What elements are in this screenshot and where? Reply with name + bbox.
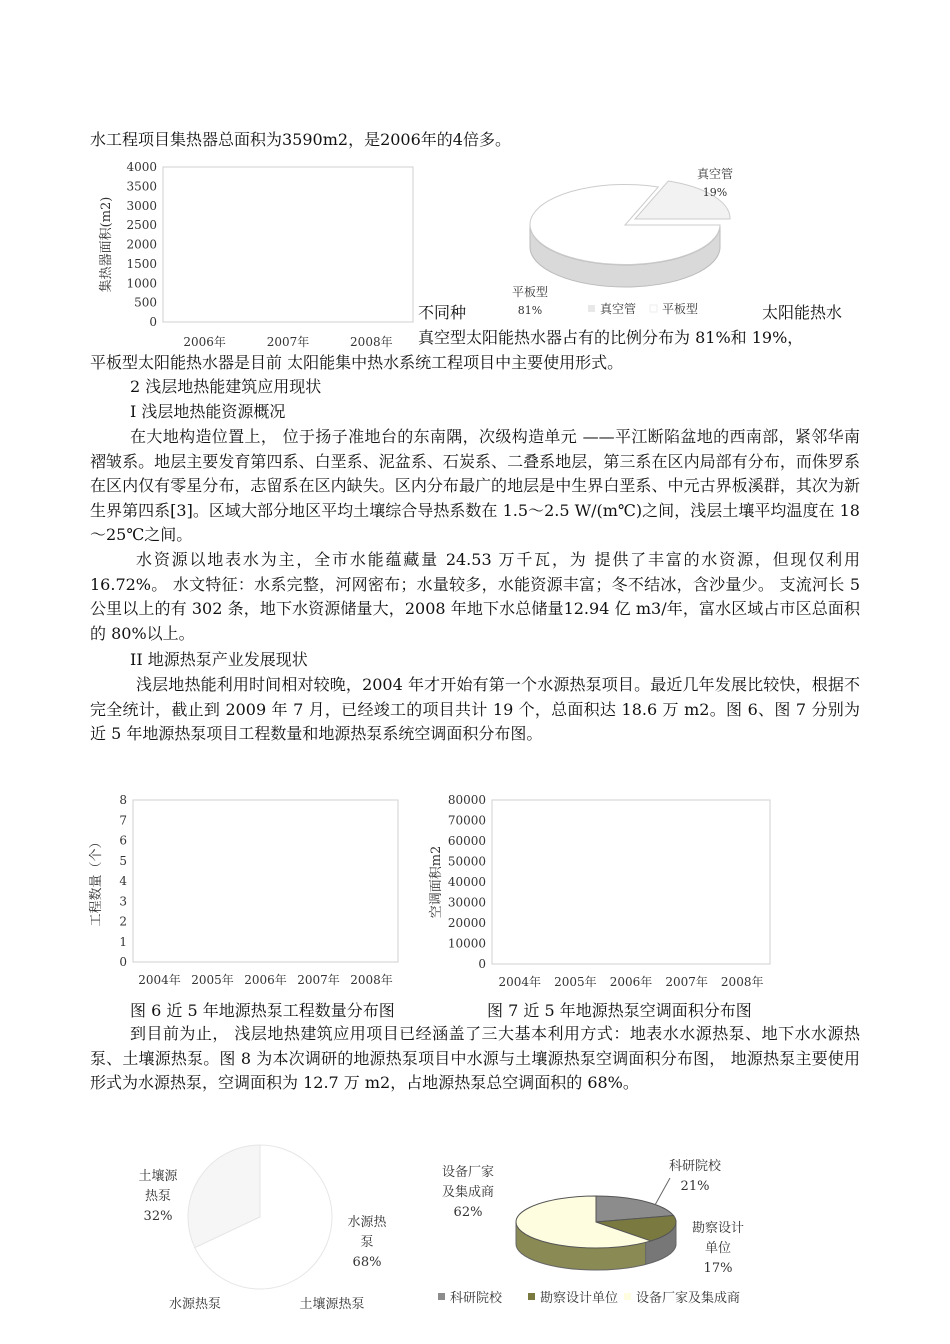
y-tick-label: 3 <box>119 894 127 909</box>
slice-label: 平板型 <box>511 285 549 299</box>
text-fragment-b: 太阳能热水 <box>762 303 843 322</box>
slice-label: 水源热 <box>347 1215 387 1230</box>
legend-swatch <box>438 1293 445 1300</box>
y-tick-label: 70000 <box>447 813 486 828</box>
y-tick-label: 10000 <box>447 936 486 951</box>
slice-label: 真空管 <box>696 167 734 181</box>
text-fragment-d: 平板型太阳能热水器是目前 太阳能集中热水系统工程项目中主要使用形式。 <box>90 353 624 372</box>
slice-label: 热泵 <box>144 1189 172 1204</box>
y-tick-label: 2000 <box>126 237 157 252</box>
y-tick-label: 0 <box>478 957 486 971</box>
legend-label: 土壤源热泵 <box>299 1297 365 1312</box>
y-axis-label: 工程数量（个） <box>89 835 104 927</box>
paragraph-geology: 在大地构造位置上， 位于扬子准地台的东南隅，次级构造单元 ——平江断陷盆地的西南部，紧邻华南褶皱系。地层主要发育第四系、白垩系、泥盆系、石炭系、二叠系地层，第三系在区内局部有分布，而侏罗系在区内仅有零星分布，志留系在区内缺失。区内分布最广的地层是中生界白垩系、中元古界板溪群，其次为新生界第四系[3]。区域大部分地区平均土壤综合导热系数在 1.5～2.5 W/(m℃)之间，浅层土壤平均温度在 18～25℃之间。 <box>90 427 860 544</box>
y-axis-label: 空调面积m2 <box>429 845 444 919</box>
ac-area-chart <box>428 788 778 993</box>
y-tick-label: 0 <box>149 315 157 329</box>
leader-line <box>655 1178 670 1205</box>
y-tick-label: 8 <box>119 793 127 807</box>
x-tick-label: 2007年 <box>266 335 310 349</box>
y-tick-label: 60000 <box>447 834 486 848</box>
x-tick-label: 2005年 <box>554 975 597 989</box>
y-tick-label: 7 <box>119 813 127 828</box>
slice-label: 科研院校 <box>668 1159 722 1174</box>
y-tick-label: 3000 <box>126 198 157 213</box>
x-tick-label: 2008年 <box>350 973 393 987</box>
plot-area <box>492 800 770 964</box>
slice-label: 及集成商 <box>441 1185 495 1200</box>
y-tick-label: 20000 <box>447 916 486 930</box>
paragraph-top: 水工程项目集热器总面积为3590m2，是2006年的4倍多。 <box>90 130 511 149</box>
y-tick-label: 5 <box>119 853 127 868</box>
slice-label: 勘察设计 <box>691 1221 745 1236</box>
y-tick-label: 1000 <box>126 276 157 291</box>
y-tick-label: 0 <box>119 955 127 969</box>
section-heading-II: II 地源热泵产业发展现状 <box>130 650 308 669</box>
y-tick-label: 6 <box>119 833 127 848</box>
legend-swatch <box>588 305 595 312</box>
x-tick-label: 2004年 <box>498 975 542 989</box>
slice-label: 68% <box>352 1255 382 1270</box>
slice-pct: 81% <box>517 304 543 317</box>
plot-area <box>163 167 413 322</box>
x-tick-label: 2005年 <box>191 973 234 987</box>
y-tick-label: 2 <box>119 914 127 929</box>
paragraph-usage: 到目前为止， 浅层地热建筑应用项目已经涵盖了三大基本利用方式：地表水水源热泵、地下水水源热泵、土壤源热泵。图 8 为本次调研的地源热泵项目中水源与土壤源热泵空调面积分布图， 地源热泵主要使用形式为水源热泵，空调面积为 12.7 万 m2，占地源热泵总空调面积的 68%。 <box>90 1024 860 1092</box>
section-heading-I: I 浅层地热能资源概况 <box>130 402 286 421</box>
slice-label: 单位 <box>704 1241 732 1256</box>
heatpump-type-pie-chart <box>110 1140 430 1320</box>
legend-label: 科研院校 <box>450 1291 503 1306</box>
y-tick-label: 80000 <box>447 793 486 807</box>
slice-label: 泵 <box>360 1235 374 1250</box>
y-tick-label: 3500 <box>126 179 157 194</box>
y-tick-label: 4 <box>119 874 127 888</box>
y-axis-label: 集热器面积(m2) <box>99 196 114 293</box>
x-tick-label: 2006年 <box>609 975 653 989</box>
text-fragment-c: 真空型太阳能热水器占有的比例分布为 81%和 19%， <box>418 328 804 347</box>
paragraph-water: 水资源以地表水为主，全市水能蕴藏量 24.53 万千瓦，为 提供了丰富的水资源，但现仅利用 16.72%。 水文特征：水系完整，河网密布；水量较多，水能资源丰富；冬不结冰，含沙量少。 支流河长 5 公里以上的有 302 条，地下水资源储量大，2008 年地下水总储量12.94 亿 m3/年，富水区域占市区总面积的 80%以上。 <box>90 550 860 643</box>
y-tick-label: 50000 <box>447 854 486 869</box>
paragraph-heatpump: 浅层地热能利用时间相对较晚，2004 年才开始有第一个水源热泵项目。最近几年发展比较快，根据不完全统计，截止到 2009 年 7 月，已经竣工的项目共计 19 个，总面积达 18.6 万 m2。图 6、图 7 分别为 近 5 年地源热泵项目工程数量和地源热泵系统空调面积分布图。 <box>90 675 860 743</box>
slice-label: 62% <box>453 1205 483 1220</box>
x-tick-label: 2007年 <box>665 975 708 989</box>
slice-label: 17% <box>703 1261 733 1276</box>
y-tick-label: 2500 <box>126 218 157 233</box>
legend-label: 平板型 <box>662 302 699 316</box>
y-tick-label: 4000 <box>126 160 157 174</box>
slice-label: 32% <box>143 1209 173 1224</box>
figure-6-caption: 图 6 近 5 年地源热泵工程数量分布图 <box>130 1001 395 1020</box>
text-fragment-a: 不同种 <box>418 303 467 322</box>
project-count-chart <box>88 788 408 993</box>
legend-swatch <box>528 1293 535 1300</box>
figure-7-caption: 图 7 近 5 年地源热泵空调面积分布图 <box>487 1001 752 1020</box>
research-org-pie-chart <box>420 1150 800 1320</box>
section-heading-2: 2 浅层地热能建筑应用现状 <box>130 377 322 396</box>
slice-label: 设备厂家 <box>441 1165 495 1180</box>
collector-area-chart <box>90 155 430 355</box>
y-tick-label: 40000 <box>447 875 486 889</box>
plot-area <box>133 800 398 962</box>
x-tick-label: 2008年 <box>350 335 393 349</box>
x-tick-label: 2008年 <box>720 975 764 989</box>
y-tick-label: 1500 <box>126 256 157 271</box>
x-tick-label: 2004年 <box>138 973 181 987</box>
x-tick-label: 2006年 <box>183 335 226 349</box>
x-tick-label: 2006年 <box>244 973 287 987</box>
legend-label: 水源热泵 <box>168 1297 222 1312</box>
slice-pct: 19% <box>702 186 728 199</box>
legend-label: 真空管 <box>600 302 637 316</box>
legend-label: 设备厂家及集成商 <box>636 1291 741 1306</box>
legend-swatch <box>624 1293 631 1300</box>
collector-type-pie-chart <box>500 160 760 325</box>
slice-label: 21% <box>680 1179 710 1194</box>
y-tick-label: 500 <box>134 295 157 310</box>
y-tick-label: 1 <box>119 934 127 949</box>
slice-label: 土壤源 <box>138 1169 178 1184</box>
x-tick-label: 2007年 <box>297 973 340 987</box>
y-tick-label: 30000 <box>447 895 486 910</box>
legend-swatch <box>650 305 657 312</box>
legend-label: 勘察设计单位 <box>540 1291 619 1306</box>
